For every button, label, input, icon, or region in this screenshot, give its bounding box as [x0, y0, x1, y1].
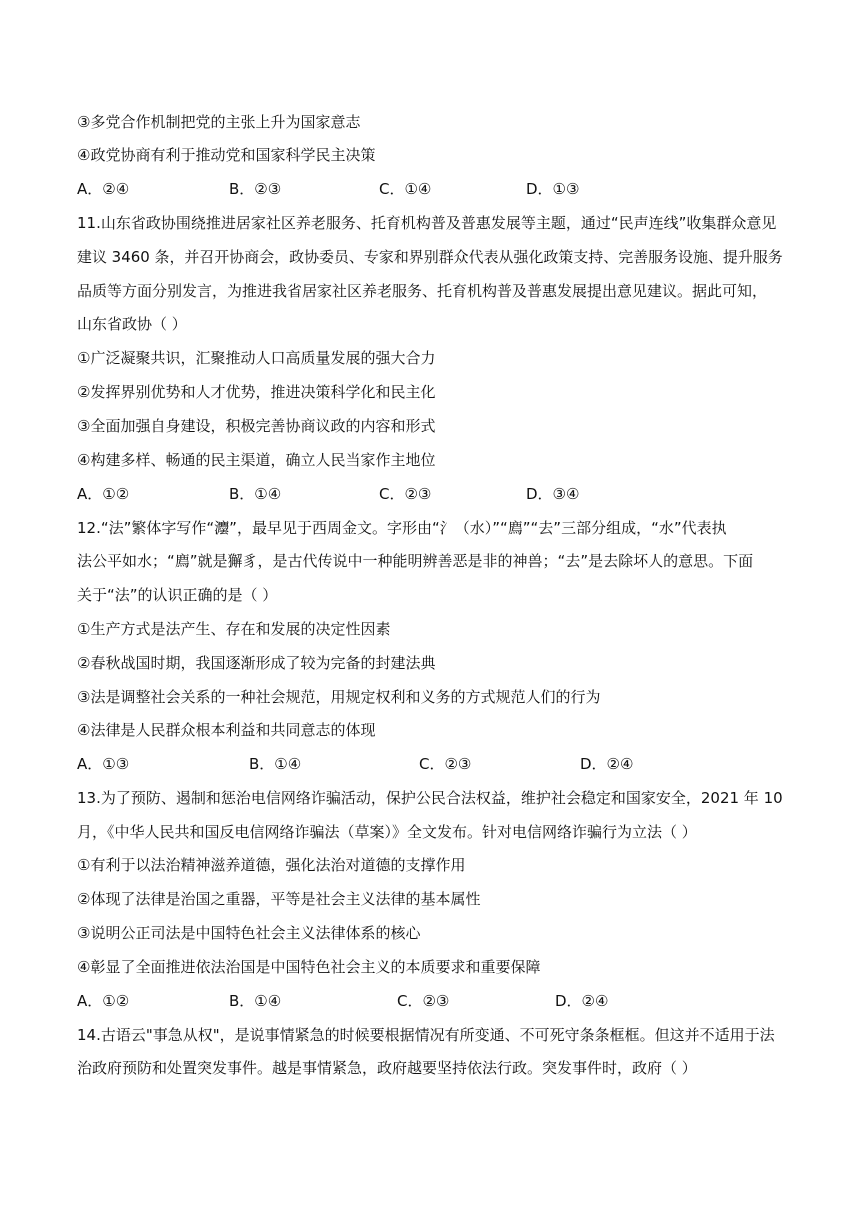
q14-stem-line-1: 14.古语云"事急从权"，是说事情紧急的时候要根据情况有所变通、不可死守条条框框。但这并不适用于法 — [77, 1026, 775, 1044]
q10-option-d: D．①③ — [526, 180, 580, 198]
q11-options — [77, 484, 777, 504]
q12-stem-line-3: 关于“法”的认识正确的是（ ） — [77, 586, 278, 604]
q11-item-2: ②发挥界别优势和人才优势，推进决策科学化和民主化 — [77, 383, 436, 401]
q12-item-3: ③法是调整社会关系的一种社会规范，用规定权利和义务的方式规范人们的行为 — [77, 688, 601, 706]
q13-item-1: ①有利于以法治精神滋养道德，强化法治对道德的支撑作用 — [77, 856, 466, 874]
q13-option-b: B．①④ — [229, 992, 282, 1010]
q12-item-1: ①生产方式是法产生、存在和发展的决定性因素 — [77, 620, 391, 638]
q10-item-4: ④政党协商有利于推动党和国家科学民主决策 — [77, 146, 376, 164]
q10-item-3: ③多党合作机制把党的主张上升为国家意志 — [77, 113, 361, 131]
q12-options — [77, 754, 777, 774]
q10-option-b: B．②③ — [229, 180, 282, 198]
q13-item-3: ③说明公正司法是中国特色社会主义法律体系的核心 — [77, 924, 421, 942]
q13-stem-line-1: 13.为了预防、遏制和惩治电信网络诈骗活动，保护公民合法权益，维护社会稳定和国家安全，2021 年 10 — [77, 789, 783, 807]
q11-item-4: ④构建多样、畅通的民主渠道，确立人民当家作主地位 — [77, 451, 436, 469]
q12-item-2: ②春秋战国时期，我国逐渐形成了较为完备的封建法典 — [77, 654, 436, 672]
q11-stem-line-3: 品质等方面分别发言，为推进我省居家社区养老服务、托育机构普及普惠发展提出意见建议。据此可知， — [77, 282, 768, 300]
q10-option-a: A．②④ — [77, 180, 130, 198]
q11-option-c: C．②③ — [379, 485, 432, 503]
q10-options — [77, 179, 777, 199]
q11-stem-line-1: 11.山东省政协围绕推进居家社区养老服务、托育机构普及普惠发展等主题，通过“民声连线”收集群众意见 — [77, 214, 777, 232]
q13-option-c: C．②③ — [397, 992, 450, 1010]
q12-option-a: A．①③ — [77, 755, 130, 773]
q11-option-b: B．①④ — [229, 485, 282, 503]
q12-option-d: D．②④ — [580, 755, 634, 773]
q13-option-a: A．①② — [77, 992, 130, 1010]
q11-item-1: ①广泛凝聚共识，汇聚推动人口高质量发展的强大合力 — [77, 349, 436, 367]
q12-item-4: ④法律是人民群众根本利益和共同意志的体现 — [77, 721, 376, 739]
q14-stem-line-2: 治政府预防和处置突发事件。越是事情紧急，政府越要坚持依法行政。突发事件时，政府（ ） — [77, 1059, 697, 1077]
q11-option-a: A．①② — [77, 485, 130, 503]
q13-item-2: ②体现了法律是治国之重器，平等是社会主义法律的基本属性 — [77, 890, 481, 908]
q13-options — [77, 991, 777, 1011]
q11-stem-line-4: 山东省政协（ ） — [77, 315, 187, 333]
q13-stem-line-2: 月，《中华人民共和国反电信网络诈骗法（草案）》全文发布。针对电信网络诈骗行为立法（ ） — [77, 823, 697, 841]
q12-stem-line-2: 法公平如水；“廌”就是獬豸，是古代传说中一种能明辨善恶是非的神兽；“去”是去除坏人的意思。下面 — [77, 552, 754, 570]
q13-item-4: ④彰显了全面推进依法治国是中国特色社会主义的本质要求和重要保障 — [77, 958, 541, 976]
q12-option-b: B．①④ — [249, 755, 302, 773]
q11-stem-line-2: 建议 3460 条，并召开协商会，政协委员、专家和界别群众代表从强化政策支持、完善服务设施、提升服务 — [77, 248, 783, 266]
q12-option-c: C．②③ — [419, 755, 472, 773]
q10-option-c: C．①④ — [379, 180, 432, 198]
q11-item-3: ③全面加强自身建设，积极完善协商议政的内容和形式 — [77, 417, 436, 435]
q13-option-d: D．②④ — [555, 992, 609, 1010]
q11-option-d: D．③④ — [526, 485, 580, 503]
q12-stem-line-1: 12.“法”繁体字写作“灋”，最早见于西周金文。字形由“氵（水）”“廌”“去”三部分组成，“水”代表执 — [77, 519, 727, 537]
